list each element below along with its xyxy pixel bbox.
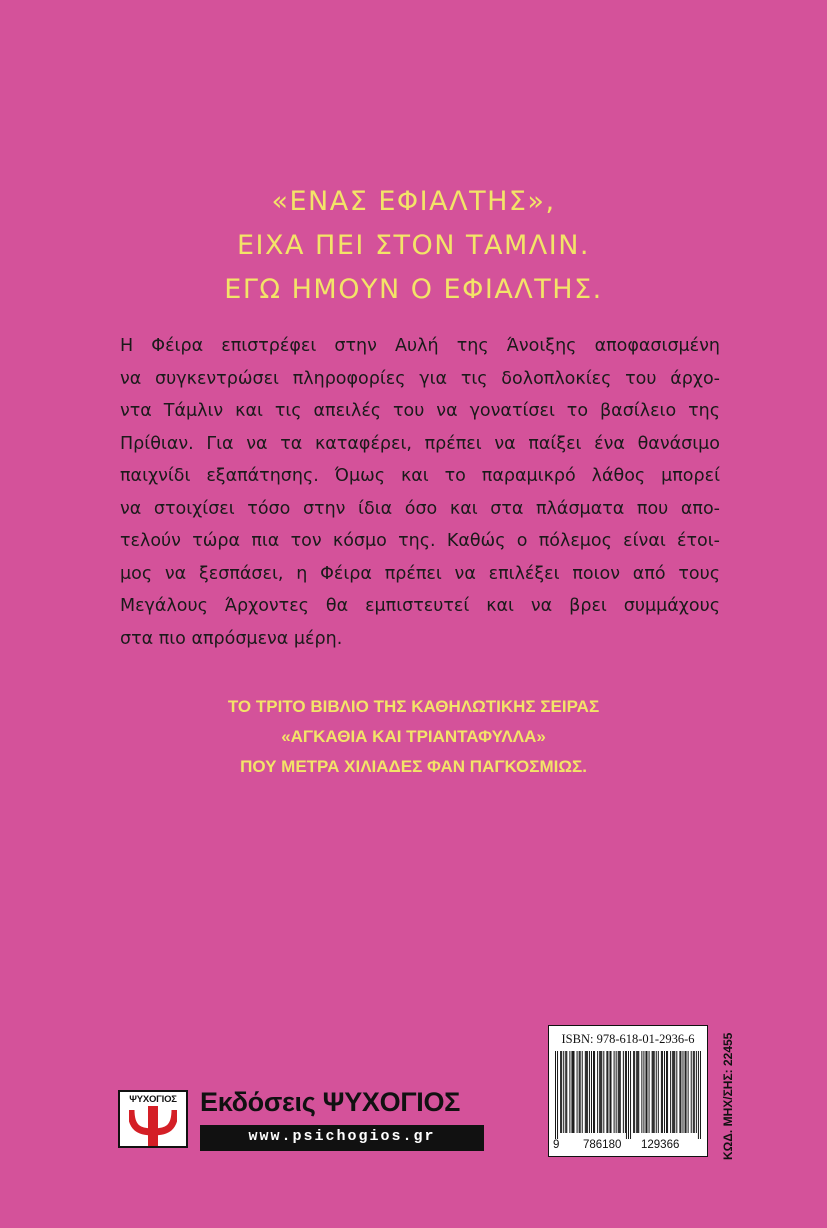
barcode-digits-left: 786180 (583, 1139, 622, 1151)
blurb-line: παιχνίδι εξαπάτησης. Όμως και το παραμικρό λάθος μπορεί (120, 466, 720, 486)
blurb-line: να στοιχίσει τόσο στην ίδια όσο και στα πλάσματα που απο- (120, 498, 720, 519)
tagline-line-3: ΠΟΥ ΜΕΤΡΑ ΧΙΛΙΑΔΕΣ ΦΑΝ ΠΑΓΚΟΣΜΙΩΣ. (240, 757, 587, 776)
publisher-block (118, 1085, 488, 1155)
blurb-line: μος να ξεσπάσει, η Φέιρα πρέπει να επιλέξει ποιον από τους (120, 563, 720, 584)
blurb-line: ντα Τάμλιν και τις απειλές του να γονατίσει το βασίλειο της (120, 401, 720, 421)
blurb-line: Μεγάλους Άρχοντες θα εμπιστευτεί και να βρει συμμάχους (120, 596, 720, 616)
quote-line-1: «ΕΝΑΣ ΕΦΙΑΛΤΗΣ», (271, 186, 556, 217)
blurb-line: στα πιο απρόσμενα μέρη. (120, 628, 343, 649)
blurb-line: Η Φέιρα επιστρέφει στην Αυλή της Άνοιξης αποφασισμένη (120, 336, 720, 356)
barcode-box (548, 1025, 708, 1157)
quote-line-2: ΕΙΧΑ ΠΕΙ ΣΤΟΝ ΤΑΜΛΙΝ. (236, 230, 591, 261)
publisher-url-bar (200, 1125, 484, 1151)
pull-quote (0, 180, 827, 312)
blurb-line: να συγκεντρώσει πληροφορίες για τις δολοπλοκίες του άρχο- (120, 368, 720, 389)
barcode-digits-right: 129366 (641, 1139, 680, 1151)
quote-line-3: ΕΓΩ ΗΜΟΥΝ Ο ΕΦΙΑΛΤΗΣ. (224, 274, 603, 305)
book-blurb (120, 330, 720, 655)
tagline-line-2: «ΑΓΚΑΘΙΑ ΚΑΙ ΤΡΙΑΝΤΑΦΥΛΛΑ» (281, 727, 546, 746)
publisher-logo (118, 1090, 188, 1148)
publisher-name: Εκδόσεις ΨΥΧΟΓΙΟΣ (200, 1087, 461, 1117)
blurb-line: τελούν τώρα πια τον κόσμο της. Καθώς ο πόλεμος είναι έτοι- (120, 531, 720, 551)
isbn-number: ISBN: 978-618-01-2936-6 (561, 1032, 695, 1046)
psi-logo-icon (129, 1106, 177, 1146)
publisher-logo-text: ΨΥΧΟΓΙΟΣ (129, 1094, 177, 1105)
blurb-line: Πρίθιαν. Για να τα καταφέρει, πρέπει να παίξει ένα θανάσιμο (120, 433, 720, 454)
tagline-line-1: ΤΟ ΤΡΙΤΟ ΒΙΒΛΙΟ ΤΗΣ ΚΑΘΗΛΩΤΙΚΗΣ ΣΕΙΡΑΣ (227, 697, 600, 716)
barcode-icon (555, 1051, 701, 1139)
publisher-url: www.psichogios.gr (248, 1128, 436, 1145)
series-tagline (0, 692, 827, 782)
product-code: ΚΩΔ. ΜΗΧ/ΣΗΣ: 22455 (721, 1032, 735, 1160)
barcode-digit-first: 9 (553, 1139, 560, 1151)
